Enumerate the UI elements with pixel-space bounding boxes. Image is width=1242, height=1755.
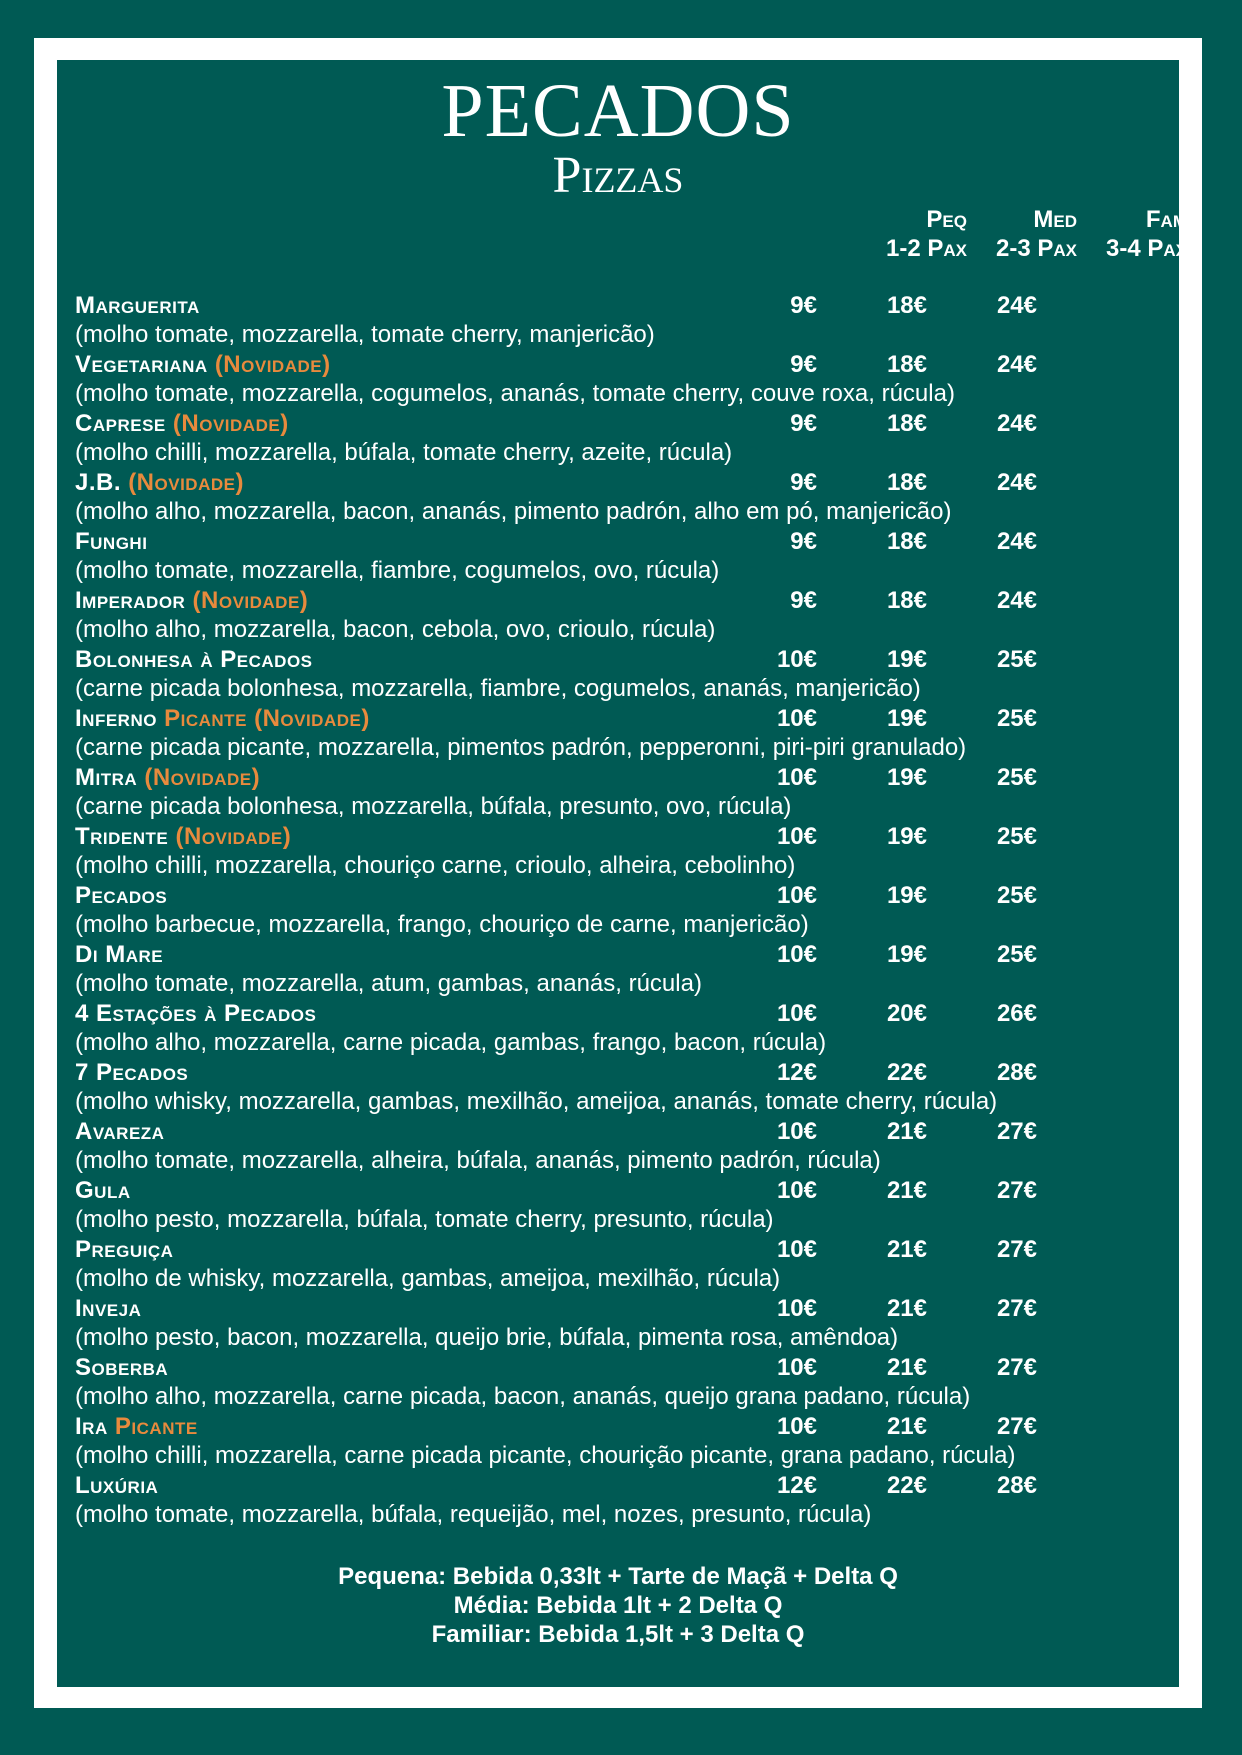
column-pax-label: 2-3 Pax (996, 235, 1077, 262)
pizza-ingredients: (molho tomate, mozzarella, cogumelos, ananás, tomate cherry, couve roxa, rúcula) (75, 380, 955, 407)
pizza-item (75, 292, 1165, 351)
pizza-ingredients: (molho alho, mozzarella, bacon, ananás, pimento padrón, alho em pó, manjericão) (75, 498, 952, 525)
combo-line: Pequena: Bebida 0,33lt + Tarte de Maçã + Delta Q (338, 1563, 898, 1590)
price-peq: 9€ (790, 292, 817, 319)
pizza-name (75, 1354, 168, 1382)
pizza-name (75, 646, 313, 674)
pizza-name (75, 292, 200, 320)
price-med: 22€ (886, 1059, 927, 1086)
pizza-item (75, 469, 1165, 528)
pizza-item (75, 1236, 1165, 1295)
pizza-item (75, 351, 1165, 410)
price-med: 21€ (886, 1118, 927, 1145)
price-med: 18€ (886, 469, 927, 496)
price-fam: 27€ (996, 1413, 1037, 1440)
pizza-item (75, 882, 1165, 941)
price-fam: 24€ (996, 292, 1037, 319)
price-peq: 9€ (790, 528, 817, 555)
combo-footer (57, 1562, 1179, 1649)
pizza-name (75, 1295, 141, 1323)
price-med: 19€ (886, 882, 927, 909)
pizza-name-text: Pecados (75, 882, 168, 909)
pizza-name-text: 4 Estações à Pecados (75, 1000, 317, 1027)
price-fam: 25€ (996, 941, 1037, 968)
price-med: 19€ (886, 941, 927, 968)
price-peq: 10€ (776, 764, 817, 791)
price-fam: 27€ (996, 1354, 1037, 1381)
pizza-name (75, 1059, 188, 1087)
pizza-name-text: Avareza (75, 1118, 165, 1145)
price-peq: 10€ (776, 705, 817, 732)
pizza-item (75, 528, 1165, 587)
pizza-name-text: Tridente (75, 823, 169, 850)
price-fam: 28€ (996, 1059, 1037, 1086)
price-fam: 24€ (996, 469, 1037, 496)
pizza-tag: (Novidade) (172, 410, 289, 437)
column-pax-label: 1-2 Pax (886, 235, 967, 262)
pizza-name-text: Marguerita (75, 292, 200, 319)
pizza-name (75, 882, 167, 910)
price-peq: 10€ (776, 1295, 817, 1322)
pizza-name-text: Luxúria (75, 1472, 159, 1499)
pizza-ingredients: (molho chilli, mozzarella, carne picada picante, chourição picante, grana padano, rúcula) (75, 1442, 1016, 1469)
pizza-name-text: Funghi (75, 528, 148, 555)
price-fam: 25€ (996, 646, 1037, 673)
pizza-name-text: Vegetariana (75, 351, 208, 378)
pizza-name-text: Gula (75, 1177, 131, 1204)
pizza-tag: Picante (114, 1413, 198, 1440)
column-size-label: Med (1033, 206, 1077, 233)
column-pax-label: 3-4 Pax (1106, 235, 1187, 262)
price-med: 18€ (886, 528, 927, 555)
price-med: 21€ (886, 1413, 927, 1440)
pizza-item (75, 1354, 1165, 1413)
pizza-ingredients: (molho pesto, bacon, mozzarella, queijo brie, búfala, pimenta rosa, amêndoa) (75, 1324, 899, 1351)
pizza-name (75, 528, 147, 556)
price-med: 18€ (886, 587, 927, 614)
price-med: 19€ (886, 646, 927, 673)
pizza-list (75, 292, 1165, 1531)
pizza-item (75, 764, 1165, 823)
pizza-item (75, 1472, 1165, 1531)
price-fam: 27€ (996, 1118, 1037, 1145)
pizza-name (75, 1177, 131, 1205)
pizza-tag: (Novidade) (214, 351, 331, 378)
pizza-item (75, 1413, 1165, 1472)
pizza-name (75, 1472, 158, 1500)
price-peq: 9€ (790, 469, 817, 496)
pizza-name (75, 410, 289, 438)
pizza-item (75, 941, 1165, 1000)
pizza-name (75, 1413, 198, 1441)
price-fam: 25€ (996, 882, 1037, 909)
price-fam: 27€ (996, 1236, 1037, 1263)
price-med: 22€ (886, 1472, 927, 1499)
pizza-ingredients: (molho pesto, mozzarella, búfala, tomate cherry, presunto, rúcula) (75, 1206, 774, 1233)
price-fam: 25€ (996, 823, 1037, 850)
pizza-item (75, 1000, 1165, 1059)
price-peq: 10€ (776, 1236, 817, 1263)
pizza-ingredients: (molho tomate, mozzarella, atum, gambas, ananás, rúcula) (75, 970, 702, 997)
pizza-name-text: J.B. (75, 469, 122, 496)
pizza-name-text: Imperador (75, 587, 186, 614)
pizza-item (75, 410, 1165, 469)
pizza-name (75, 764, 260, 792)
price-peq: 10€ (776, 646, 817, 673)
column-size-label: Fam (1145, 206, 1187, 233)
pizza-name-text: Ira (75, 1413, 108, 1440)
pizza-ingredients: (molho alho, mozzarella, carne picada, gambas, frango, bacon, rúcula) (75, 1029, 827, 1056)
pizza-name (75, 469, 244, 497)
pizza-ingredients: (molho chilli, mozzarella, búfala, tomate cherry, azeite, rúcula) (75, 439, 733, 466)
price-med: 19€ (886, 823, 927, 850)
pizza-name-text: Soberba (75, 1354, 169, 1381)
pizza-ingredients: (carne picada bolonhesa, mozzarella, búfala, presunto, ovo, rúcula) (75, 793, 792, 820)
price-fam: 25€ (996, 705, 1037, 732)
price-peq: 9€ (790, 351, 817, 378)
price-med: 18€ (886, 351, 927, 378)
price-fam: 28€ (996, 1472, 1037, 1499)
pizza-ingredients: (carne picada bolonhesa, mozzarella, fiambre, cogumelos, ananás, manjericão) (75, 675, 921, 702)
price-peq: 10€ (776, 1000, 817, 1027)
pizza-name (75, 1236, 173, 1264)
column-size-label: Peq (926, 206, 967, 233)
pizza-name (75, 1118, 164, 1146)
pizza-ingredients: (molho barbecue, mozzarella, frango, chouriço de carne, manjericão) (75, 911, 809, 938)
pizza-tag: Picante (Novidade) (164, 705, 370, 732)
price-fam: 24€ (996, 351, 1037, 378)
price-fam: 24€ (996, 410, 1037, 437)
pizza-name-text: Di Mare (75, 941, 164, 968)
pizza-name-text: Mitra (75, 764, 138, 791)
pizza-item (75, 705, 1165, 764)
pizza-item (75, 587, 1165, 646)
pizza-item (75, 1177, 1165, 1236)
pizza-tag: (Novidade) (175, 823, 292, 850)
price-fam: 27€ (996, 1177, 1037, 1204)
pizza-ingredients: (molho alho, mozzarella, carne picada, bacon, ananás, queijo grana padano, rúcula) (75, 1383, 971, 1410)
pizza-name-text: Inveja (75, 1295, 142, 1322)
pizza-item (75, 1059, 1165, 1118)
pizza-tag: (Novidade) (128, 469, 244, 496)
pizza-ingredients: (molho chilli, mozzarella, chouriço carne, crioulo, alheira, cebolinho) (75, 852, 796, 879)
price-fam: 24€ (996, 587, 1037, 614)
pizza-ingredients: (molho whisky, mozzarella, gambas, mexilhão, ameijoa, ananás, tomate cherry, rúcula) (75, 1088, 998, 1115)
price-med: 21€ (886, 1177, 927, 1204)
pizza-name (75, 705, 370, 733)
pizza-tag: (Novidade) (144, 764, 261, 791)
price-peq: 10€ (776, 1118, 817, 1145)
price-peq: 10€ (776, 1177, 817, 1204)
pizza-item (75, 823, 1165, 882)
pizza-ingredients: (molho tomate, mozzarella, tomate cherry, manjericão) (75, 321, 655, 348)
price-med: 19€ (886, 764, 927, 791)
pizza-name-text: Bolonhesa à Pecados (75, 646, 313, 673)
price-fam: 27€ (996, 1295, 1037, 1322)
price-peq: 10€ (776, 1413, 817, 1440)
price-peq: 10€ (776, 941, 817, 968)
price-med: 21€ (886, 1354, 927, 1381)
price-med: 21€ (886, 1295, 927, 1322)
pizza-ingredients: (molho tomate, mozzarella, fiambre, cogumelos, ovo, rúcula) (75, 557, 720, 584)
pizza-item (75, 1118, 1165, 1177)
menu-subtitle: Pizzas (552, 147, 684, 204)
menu-panel (57, 60, 1187, 1687)
pizza-ingredients: (carne picada picante, mozzarella, pimentos padrón, pepperonni, piri-piri granulado) (75, 734, 967, 761)
price-peq: 10€ (776, 823, 817, 850)
pizza-name (75, 351, 331, 379)
price-fam: 25€ (996, 764, 1037, 791)
combo-line: Média: Bebida 1lt + 2 Delta Q (453, 1592, 783, 1619)
price-peq: 10€ (776, 1354, 817, 1381)
column-header-fam (987, 205, 1187, 263)
pizza-name-text: Inferno (75, 705, 165, 732)
pizza-name (75, 941, 163, 969)
pizza-name-text: Caprese (75, 410, 166, 437)
price-med: 18€ (886, 410, 927, 437)
price-med: 18€ (886, 292, 927, 319)
price-peq: 9€ (790, 587, 817, 614)
pizza-ingredients: (molho tomate, mozzarella, búfala, requeijão, mel, nozes, presunto, rúcula) (75, 1501, 872, 1528)
pizza-name (75, 587, 308, 615)
pizza-ingredients: (molho de whisky, mozzarella, gambas, ameijoa, mexilhão, rúcula) (75, 1265, 781, 1292)
price-fam: 24€ (996, 528, 1037, 555)
menu-title: PECADOS (441, 69, 795, 153)
pizza-item (75, 1295, 1165, 1354)
price-fam: 26€ (996, 1000, 1037, 1027)
pizza-ingredients: (molho alho, mozzarella, bacon, cebola, ovo, crioulo, rúcula) (75, 616, 716, 643)
pizza-name (75, 1000, 316, 1028)
pizza-name-text: 7 Pecados (75, 1059, 189, 1086)
pizza-item (75, 646, 1165, 705)
price-med: 21€ (886, 1236, 927, 1263)
combo-line: Familiar: Bebida 1,5lt + 3 Delta Q (431, 1621, 805, 1648)
pizza-ingredients: (molho tomate, mozzarella, alheira, búfala, ananás, pimento padrón, rúcula) (75, 1147, 881, 1174)
pizza-name (75, 823, 291, 851)
price-peq: 12€ (776, 1472, 817, 1499)
price-peq: 9€ (790, 410, 817, 437)
pizza-tag: (Novidade) (192, 587, 309, 614)
price-med: 19€ (886, 705, 927, 732)
price-med: 20€ (886, 1000, 927, 1027)
pizza-name-text: Preguiça (75, 1236, 174, 1263)
price-peq: 12€ (776, 1059, 817, 1086)
price-peq: 10€ (776, 882, 817, 909)
